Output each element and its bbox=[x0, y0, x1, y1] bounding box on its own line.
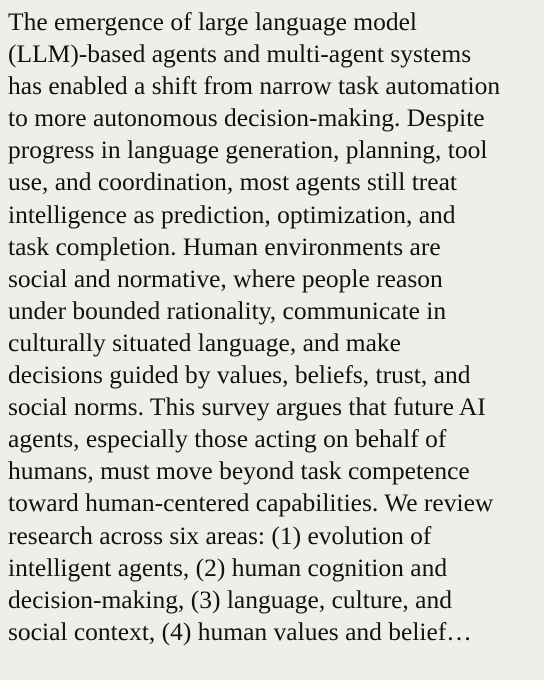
text-line: humans, must move beyond task competence bbox=[8, 456, 470, 486]
text-line: research across six areas: (1) evolution of bbox=[8, 520, 432, 550]
text-line: social and normative, where people reason bbox=[8, 263, 443, 293]
text-line: decisions guided by values, beliefs, trust, and bbox=[8, 360, 471, 390]
text-line: (LLM)-based agents and multi-agent systems bbox=[8, 39, 472, 69]
text-line: social norms. This survey argues that future AI bbox=[8, 392, 486, 422]
text-line: decision-making, (3) language, culture, and bbox=[8, 584, 452, 614]
text-line: culturally situated language, and make bbox=[8, 327, 401, 357]
text-line: toward human-centered capabilities. We review bbox=[8, 488, 494, 518]
text-line: agents, especially those acting on behalf of bbox=[8, 424, 447, 454]
text-line: The emergence of large language model bbox=[8, 7, 417, 36]
text-line: intelligence as prediction, optimization, and bbox=[8, 199, 456, 229]
abstract-paragraph bbox=[8, 6, 536, 648]
text-line: under bounded rationality, communicate in bbox=[8, 295, 447, 325]
text-line: has enabled a shift from narrow task automation bbox=[8, 71, 501, 101]
text-line: use, and coordination, most agents still treat bbox=[8, 167, 457, 197]
text-line: social context, (4) human values and belief… bbox=[8, 616, 472, 646]
text-line: to more autonomous decision-making. Despite bbox=[8, 103, 485, 133]
text-line: intelligent agents, (2) human cognition and bbox=[8, 552, 448, 582]
text-line: task completion. Human environments are bbox=[8, 231, 441, 261]
text-line: progress in language generation, planning, tool bbox=[8, 135, 488, 165]
